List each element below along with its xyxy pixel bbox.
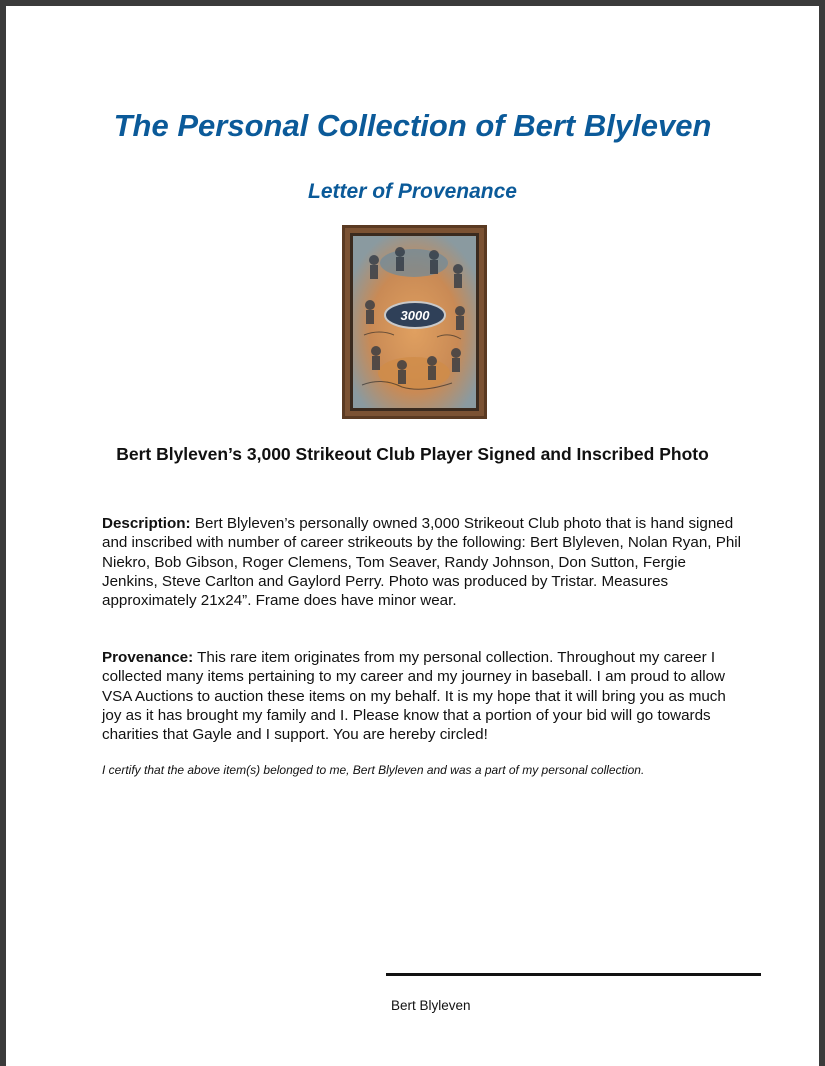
document-subtitle: Letter of Provenance	[308, 180, 517, 203]
framed-photo-image	[342, 225, 487, 419]
signature-name: Bert Blyleven	[391, 998, 471, 1013]
description-label: Description:	[102, 515, 191, 532]
signature-line	[386, 973, 761, 976]
provenance-label: Provenance:	[102, 649, 194, 666]
document-title: The Personal Collection of Bert Blyleven	[113, 108, 712, 143]
provenance-text: This rare item originates from my personal collection. Throughout my career I collected many items pertaining to my career and my journey in baseball. I am proud to allow VSA Auctions to auction these items on my behalf. It is my hope that it will bring you as much joy as it has brought my family and I. Please know that a portion of your bid will go towards charities that Gayle and I support. You are hereby circled!	[102, 649, 726, 744]
provenance-paragraph	[102, 648, 742, 744]
photo-logo-text: 3000	[400, 308, 430, 323]
item-title: Bert Blyleven’s 3,000 Strikeout Club Player Signed and Inscribed Photo	[116, 444, 709, 464]
description-paragraph	[102, 514, 742, 610]
description-text: Bert Blyleven’s personally owned 3,000 Strikeout Club photo that is hand signed and inscribed with number of career strikeouts by the following: Bert Blyleven, Nolan Ryan, Phil Niekro, Bob Gibson, Roger Clemens, Tom Seaver, Randy Johnson, Don Sutton, Fergie Jenkins, Steve Carlton and Gaylord Perry. Photo was produced by Tristar. Measures approximately 21x24”. Frame does have minor wear.	[102, 515, 742, 610]
certification-statement: I certify that the above item(s) belonged to me, Bert Blyleven and was a part of my personal collection.	[102, 763, 645, 777]
document-page	[6, 6, 819, 1066]
